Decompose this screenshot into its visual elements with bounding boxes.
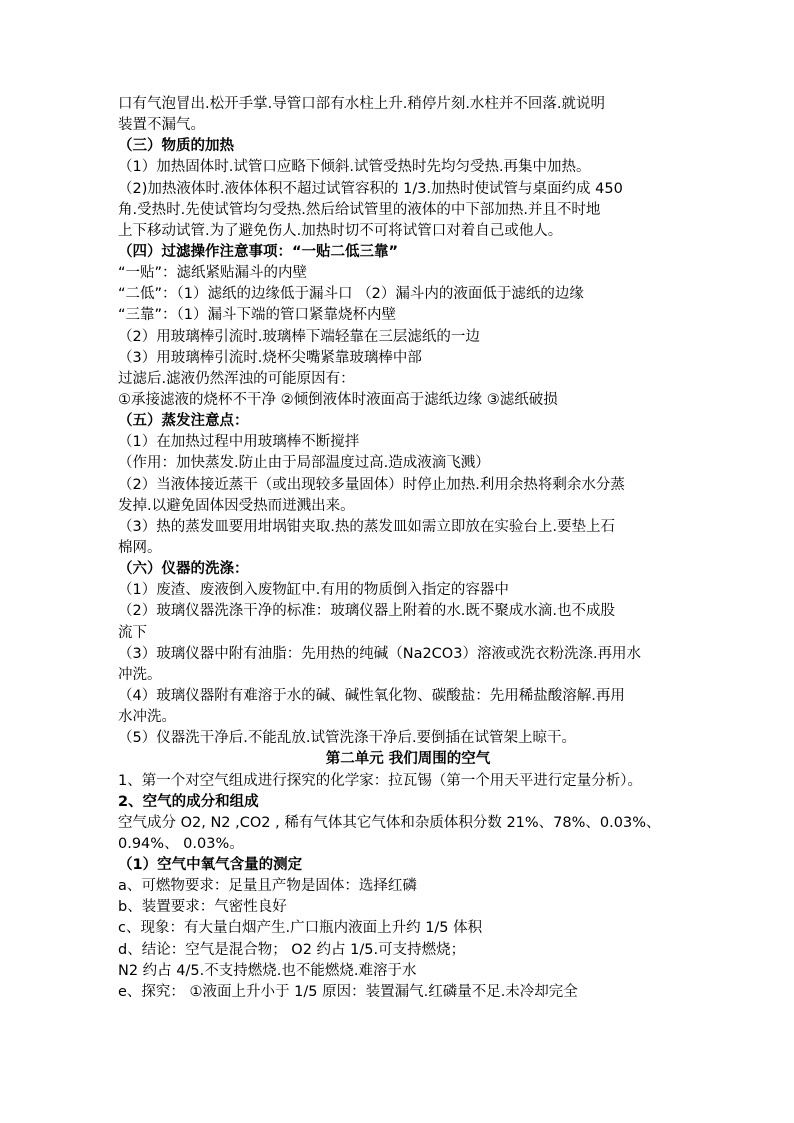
text-line: e、探究： ①液面上升小于 1/5 原因：装置漏气.红磷量不足.未冷却完全 — [118, 983, 578, 1000]
text-line: （2）用玻璃棒引流时.玻璃棒下端轻靠在三层滤纸的一边 — [118, 328, 480, 345]
text-line: 流下 — [118, 624, 147, 641]
text-line: （2)加热液体时.液体体积不超过试管容积的 1/3.加热时使试管与桌面约成 450 — [118, 180, 623, 197]
text-line: “三靠”：（1）漏斗下端的管口紧靠烧杯内壁 — [118, 307, 396, 324]
text-line: 棉网。 — [118, 539, 162, 556]
text-line: 发掉.以避免固体因受热而迸溅出来。 — [118, 497, 355, 514]
text-line: 过滤后.滤液仍然浑浊的可能原因有： — [118, 370, 355, 387]
document-body — [118, 94, 698, 1003]
text-line: b、装置要求：气密性良好 — [118, 899, 287, 916]
text-line: 空气成分 O2, N2 ,CO2 , 稀有气体其它气体和杂质体积分数 21%、78%、0.03%、 — [118, 814, 661, 831]
text-line: 冲洗。 — [118, 666, 162, 683]
unit-heading: 第二单元 我们周围的空气 — [325, 751, 491, 768]
text-line: （5）仪器洗干净后.不能乱放.试管洗涤干净后.要倒插在试管架上晾干。 — [118, 730, 577, 747]
text-line: 角.受热时.先使试管均匀受热.然后给试管里的液体的中下部加热.并且不时地 — [118, 201, 601, 218]
text-line: （3）用玻璃棒引流时.烧杯尖嘴紧靠玻璃棒中部 — [118, 349, 422, 366]
text-line: d、结论：空气是混合物； O2 约占 1/5.可支持燃烧； — [118, 941, 466, 958]
section-heading: （1）空气中氧气含量的测定 — [118, 857, 303, 874]
section-heading: 2、空气的成分和组成 — [118, 793, 259, 810]
text-line: 水冲洗。 — [118, 709, 176, 726]
text-line: N2 约占 4/5.不支持燃烧.也不能燃烧.难溶于水 — [118, 962, 417, 979]
text-line: 1、第一个对空气组成进行探究的化学家：拉瓦锡（第一个用天平进行定量分析）。 — [118, 772, 642, 789]
text-line: c、现象：有大量白烟产生.广口瓶内液面上升约 1/5 体积 — [118, 920, 483, 937]
text-line: ①承接滤液的烧杯不干净 ②倾倒液体时液面高于滤纸边缘 ③滤纸破损 — [118, 391, 558, 408]
text-line: （1）废渣、废液倒入废物缸中.有用的物质倒入指定的容器中 — [118, 582, 509, 599]
text-line: “一贴”：滤纸紧贴漏斗的内壁 — [118, 265, 308, 282]
section-heading: （四）过滤操作注意事项：“一贴二低三靠” — [118, 243, 399, 260]
text-line: 口有气泡冒出.松开手掌.导管口部有水柱上升.稍停片刻.水柱并不回落.就说明 — [118, 96, 606, 112]
text-line: （1）加热固体时.试管口应略下倾斜.试管受热时先均匀受热.再集中加热。 — [118, 159, 591, 176]
text-line: 上下移动试管.为了避免伤人.加热时切不可将试管口对着自己或他人。 — [118, 222, 563, 239]
section-heading: （三）物质的加热 — [118, 138, 234, 155]
text-line: （作用：加快蒸发.防止由于局部温度过高.造成液滴飞溅） — [118, 455, 490, 472]
section-heading: （六）仪器的洗涤： — [118, 561, 249, 578]
text-line: 装置不漏气。 — [118, 117, 205, 134]
text-line: （1）在加热过程中用玻璃棒不断搅拌 — [118, 434, 360, 451]
text-line: a、可燃物要求：足量且产物是固体：选择红磷 — [118, 878, 417, 895]
text-line: 0.94%、 0.03%。 — [118, 835, 244, 852]
text-line: （3）热的蒸发皿要用坩埚钳夹取.热的蒸发皿如需立即放在实验台上.要垫上石 — [118, 518, 615, 535]
text-line: （4）玻璃仪器附有难溶于水的碱、碱性氧化物、碳酸盐：先用稀盐酸溶解.再用 — [118, 687, 625, 704]
text-line: （2）玻璃仪器洗涤干净的标准：玻璃仪器上附着的水.既不聚成水滴.也不成股 — [118, 603, 615, 620]
text-line: “二低”：（1）滤纸的边缘低于漏斗口 （2）漏斗内的液面低于滤纸的边缘 — [118, 286, 584, 303]
section-heading: （五）蒸发注意点： — [118, 413, 249, 430]
text-line: （2）当液体接近蒸干（或出现较多量固体）时停止加热.利用余热将剩余水分蒸 — [118, 476, 625, 493]
text-line: （3）玻璃仪器中附有油脂：先用热的纯碱（Na2CO3）溶液或洗衣粉洗涤.再用水 — [118, 645, 642, 662]
